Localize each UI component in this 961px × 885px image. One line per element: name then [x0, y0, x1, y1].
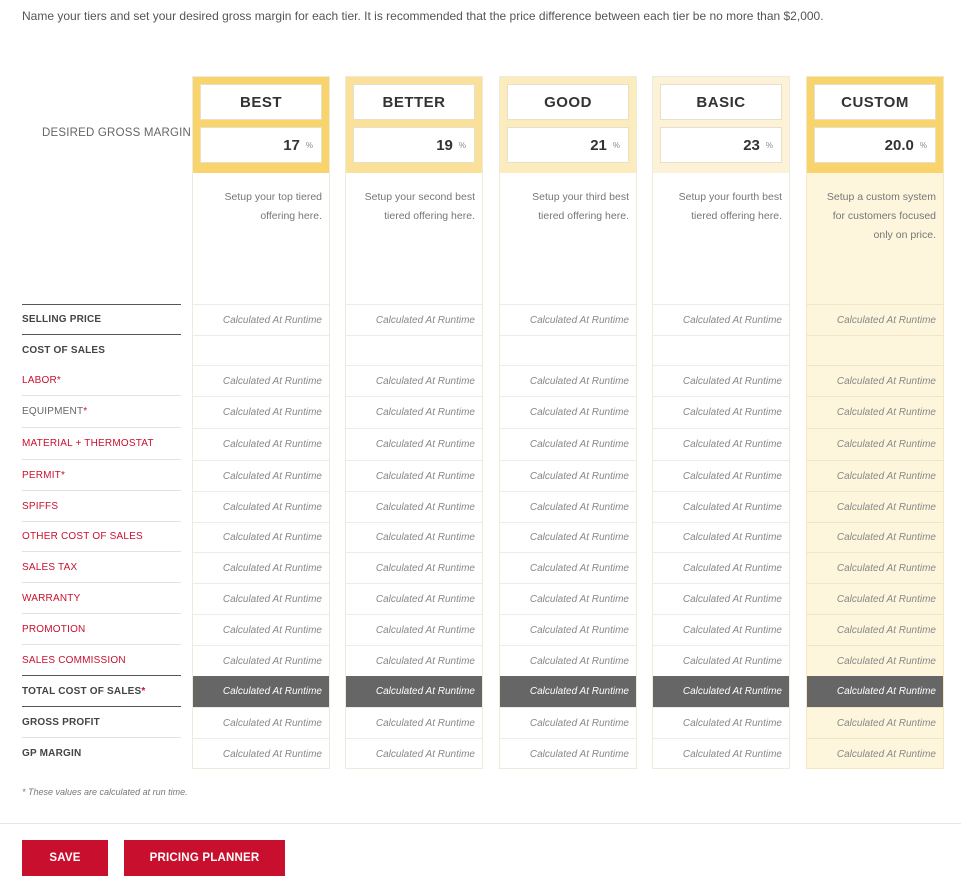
tier-column-custom	[806, 76, 944, 769]
table-cell: Calculated At Runtime	[500, 491, 636, 522]
row-label-text: PROMOTION	[22, 623, 86, 635]
row-label	[22, 365, 181, 396]
gross-margin-value: 20.0	[884, 136, 914, 154]
row-label	[22, 614, 181, 645]
tier-description: Setup a custom system for customers focused only on price.	[826, 191, 936, 241]
row-label-text: SALES TAX	[22, 561, 78, 573]
table-cell: Calculated At Runtime	[500, 707, 636, 738]
tier-name-input[interactable]: BETTER	[353, 84, 475, 120]
table-cell: Calculated At Runtime	[653, 707, 789, 738]
tier-column-good	[499, 76, 637, 769]
table-cell: Calculated At Runtime	[193, 676, 329, 707]
gross-margin-input[interactable]	[814, 127, 936, 163]
row-label-text: TOTAL COST OF SALES	[22, 685, 142, 697]
table-cell: Calculated At Runtime	[346, 645, 482, 676]
required-asterisk: *	[141, 685, 146, 697]
table-cell: Calculated At Runtime	[193, 614, 329, 645]
table-cell: Calculated At Runtime	[807, 614, 943, 645]
required-asterisk: *	[56, 374, 61, 386]
gross-margin-value: 23	[743, 136, 760, 154]
intro-text: Name your tiers and set your desired gross margin for each tier. It is recommended that the price difference between each tier be no more than $2,000.	[22, 9, 824, 23]
table-cell: Calculated At Runtime	[500, 365, 636, 396]
percent-icon: %	[458, 140, 466, 150]
table-cell: Calculated At Runtime	[807, 365, 943, 396]
table-cell: Calculated At Runtime	[346, 552, 482, 583]
table-cell: Calculated At Runtime	[807, 552, 943, 583]
table-cell: Calculated At Runtime	[500, 396, 636, 428]
row-label	[22, 707, 181, 738]
table-cell: Calculated At Runtime	[807, 583, 943, 614]
percent-icon: %	[612, 140, 620, 150]
row-label-text: LABOR	[22, 374, 57, 386]
table-cell: Calculated At Runtime	[193, 738, 329, 769]
table-cell: Calculated At Runtime	[653, 738, 789, 769]
tier-name-input[interactable]: CUSTOM	[814, 84, 936, 120]
row-label	[22, 428, 181, 460]
table-cell: Calculated At Runtime	[346, 614, 482, 645]
tier-header	[807, 77, 943, 173]
table-cell: Calculated At Runtime	[193, 491, 329, 522]
table-cell: Calculated At Runtime	[346, 428, 482, 460]
table-cell: Calculated At Runtime	[653, 460, 789, 491]
row-label	[22, 491, 181, 522]
gross-margin-input[interactable]	[200, 127, 322, 163]
gross-margin-input[interactable]	[353, 127, 475, 163]
table-cell: Calculated At Runtime	[193, 365, 329, 396]
tier-header	[193, 77, 329, 173]
table-cell: Calculated At Runtime	[193, 522, 329, 552]
tier-column-better	[345, 76, 483, 769]
gross-margin-input[interactable]	[660, 127, 782, 163]
table-cell: Calculated At Runtime	[500, 645, 636, 676]
table-cell: Calculated At Runtime	[346, 583, 482, 614]
table-cell: Calculated At Runtime	[807, 491, 943, 522]
tier-column-basic	[652, 76, 790, 769]
gross-margin-value: 19	[436, 136, 453, 154]
row-label-text: GROSS PROFIT	[22, 716, 100, 728]
table-cell: Calculated At Runtime	[653, 522, 789, 552]
tier-name-input[interactable]: BEST	[200, 84, 322, 120]
tier-description: Setup your top tiered offering here.	[224, 191, 322, 222]
table-cell: Calculated At Runtime	[346, 304, 482, 335]
table-cell: Calculated At Runtime	[346, 676, 482, 707]
table-cell: Calculated At Runtime	[500, 428, 636, 460]
row-label	[22, 738, 181, 769]
table-cell-empty	[807, 335, 943, 365]
table-cell: Calculated At Runtime	[193, 428, 329, 460]
table-cell: Calculated At Runtime	[653, 428, 789, 460]
table-cell: Calculated At Runtime	[346, 707, 482, 738]
table-cell: Calculated At Runtime	[500, 460, 636, 491]
row-label-text: EQUIPMENT	[22, 406, 84, 417]
row-label	[22, 396, 181, 428]
percent-icon: %	[305, 140, 313, 150]
row-label	[22, 676, 181, 707]
table-cell: Calculated At Runtime	[193, 645, 329, 676]
table-cell-empty	[346, 335, 482, 365]
table-cell: Calculated At Runtime	[346, 460, 482, 491]
tier-description: Setup your second best tiered offering here.	[364, 191, 475, 222]
table-cell-empty	[193, 335, 329, 365]
gross-margin-value: 17	[283, 136, 300, 154]
row-label-text: PERMIT	[22, 469, 61, 481]
table-cell: Calculated At Runtime	[653, 491, 789, 522]
tier-description: Setup your fourth best tiered offering here.	[678, 191, 782, 222]
save-button[interactable]: SAVE	[22, 840, 108, 876]
percent-icon: %	[919, 140, 927, 150]
row-label-text: SELLING PRICE	[22, 314, 102, 325]
row-label-text: OTHER COST OF SALES	[22, 531, 143, 542]
table-cell: Calculated At Runtime	[807, 522, 943, 552]
row-label	[22, 522, 181, 552]
table-cell: Calculated At Runtime	[807, 707, 943, 738]
tier-name-input[interactable]: GOOD	[507, 84, 629, 120]
table-cell: Calculated At Runtime	[653, 614, 789, 645]
divider	[0, 823, 961, 824]
row-label	[22, 460, 181, 491]
table-cell: Calculated At Runtime	[653, 365, 789, 396]
required-asterisk: *	[60, 469, 66, 481]
table-cell: Calculated At Runtime	[653, 645, 789, 676]
table-cell: Calculated At Runtime	[807, 460, 943, 491]
row-label	[22, 583, 181, 614]
tier-description: Setup your third best tiered offering here.	[532, 191, 629, 222]
row-label	[22, 552, 181, 583]
table-cell: Calculated At Runtime	[807, 396, 943, 428]
table-cell: Calculated At Runtime	[807, 428, 943, 460]
tier-column-best	[192, 76, 330, 769]
table-cell: Calculated At Runtime	[500, 552, 636, 583]
table-cell: Calculated At Runtime	[346, 522, 482, 552]
table-cell: Calculated At Runtime	[500, 676, 636, 707]
table-cell: Calculated At Runtime	[193, 707, 329, 738]
table-cell: Calculated At Runtime	[193, 552, 329, 583]
table-cell: Calculated At Runtime	[500, 738, 636, 769]
tier-header	[500, 77, 636, 173]
table-cell: Calculated At Runtime	[346, 738, 482, 769]
table-cell: Calculated At Runtime	[193, 396, 329, 428]
percent-icon: %	[765, 140, 773, 150]
row-label-text: MATERIAL + THERMOSTAT	[22, 438, 154, 449]
required-asterisk: *	[83, 406, 88, 417]
table-cell: Calculated At Runtime	[346, 365, 482, 396]
footnote: * These values are calculated at run time.	[22, 787, 188, 797]
table-cell: Calculated At Runtime	[346, 396, 482, 428]
table-cell: Calculated At Runtime	[193, 460, 329, 491]
table-cell: Calculated At Runtime	[193, 583, 329, 614]
row-label	[22, 304, 181, 335]
table-cell: Calculated At Runtime	[807, 738, 943, 769]
table-cell-empty	[500, 335, 636, 365]
table-cell: Calculated At Runtime	[653, 583, 789, 614]
table-cell: Calculated At Runtime	[807, 676, 943, 707]
table-cell: Calculated At Runtime	[653, 304, 789, 335]
table-cell: Calculated At Runtime	[500, 583, 636, 614]
table-cell: Calculated At Runtime	[193, 304, 329, 335]
table-cell: Calculated At Runtime	[807, 645, 943, 676]
row-label-text: SPIFFS	[22, 500, 59, 512]
table-cell: Calculated At Runtime	[807, 304, 943, 335]
row-label-text: COST OF SALES	[22, 344, 106, 356]
row-label	[22, 335, 181, 365]
row-labels	[22, 304, 181, 769]
row-label-text: GP MARGIN	[22, 748, 82, 759]
tier-name-input[interactable]: BASIC	[660, 84, 782, 120]
gross-margin-input[interactable]	[507, 127, 629, 163]
tier-header	[653, 77, 789, 173]
table-cell-empty	[653, 335, 789, 365]
table-cell: Calculated At Runtime	[500, 522, 636, 552]
tier-header	[346, 77, 482, 173]
row-label-text: WARRANTY	[22, 592, 81, 604]
table-cell: Calculated At Runtime	[653, 676, 789, 707]
row-label	[22, 645, 181, 676]
row-label-text: SALES COMMISSION	[22, 654, 126, 666]
pricing-planner-button[interactable]: PRICING PLANNER	[124, 840, 285, 876]
table-cell: Calculated At Runtime	[500, 614, 636, 645]
gross-margin-value: 21	[590, 136, 607, 154]
table-cell: Calculated At Runtime	[653, 552, 789, 583]
desired-gross-margin-label: DESIRED GROSS MARGIN	[42, 127, 192, 139]
table-cell: Calculated At Runtime	[653, 396, 789, 428]
table-cell: Calculated At Runtime	[346, 491, 482, 522]
table-cell: Calculated At Runtime	[500, 304, 636, 335]
